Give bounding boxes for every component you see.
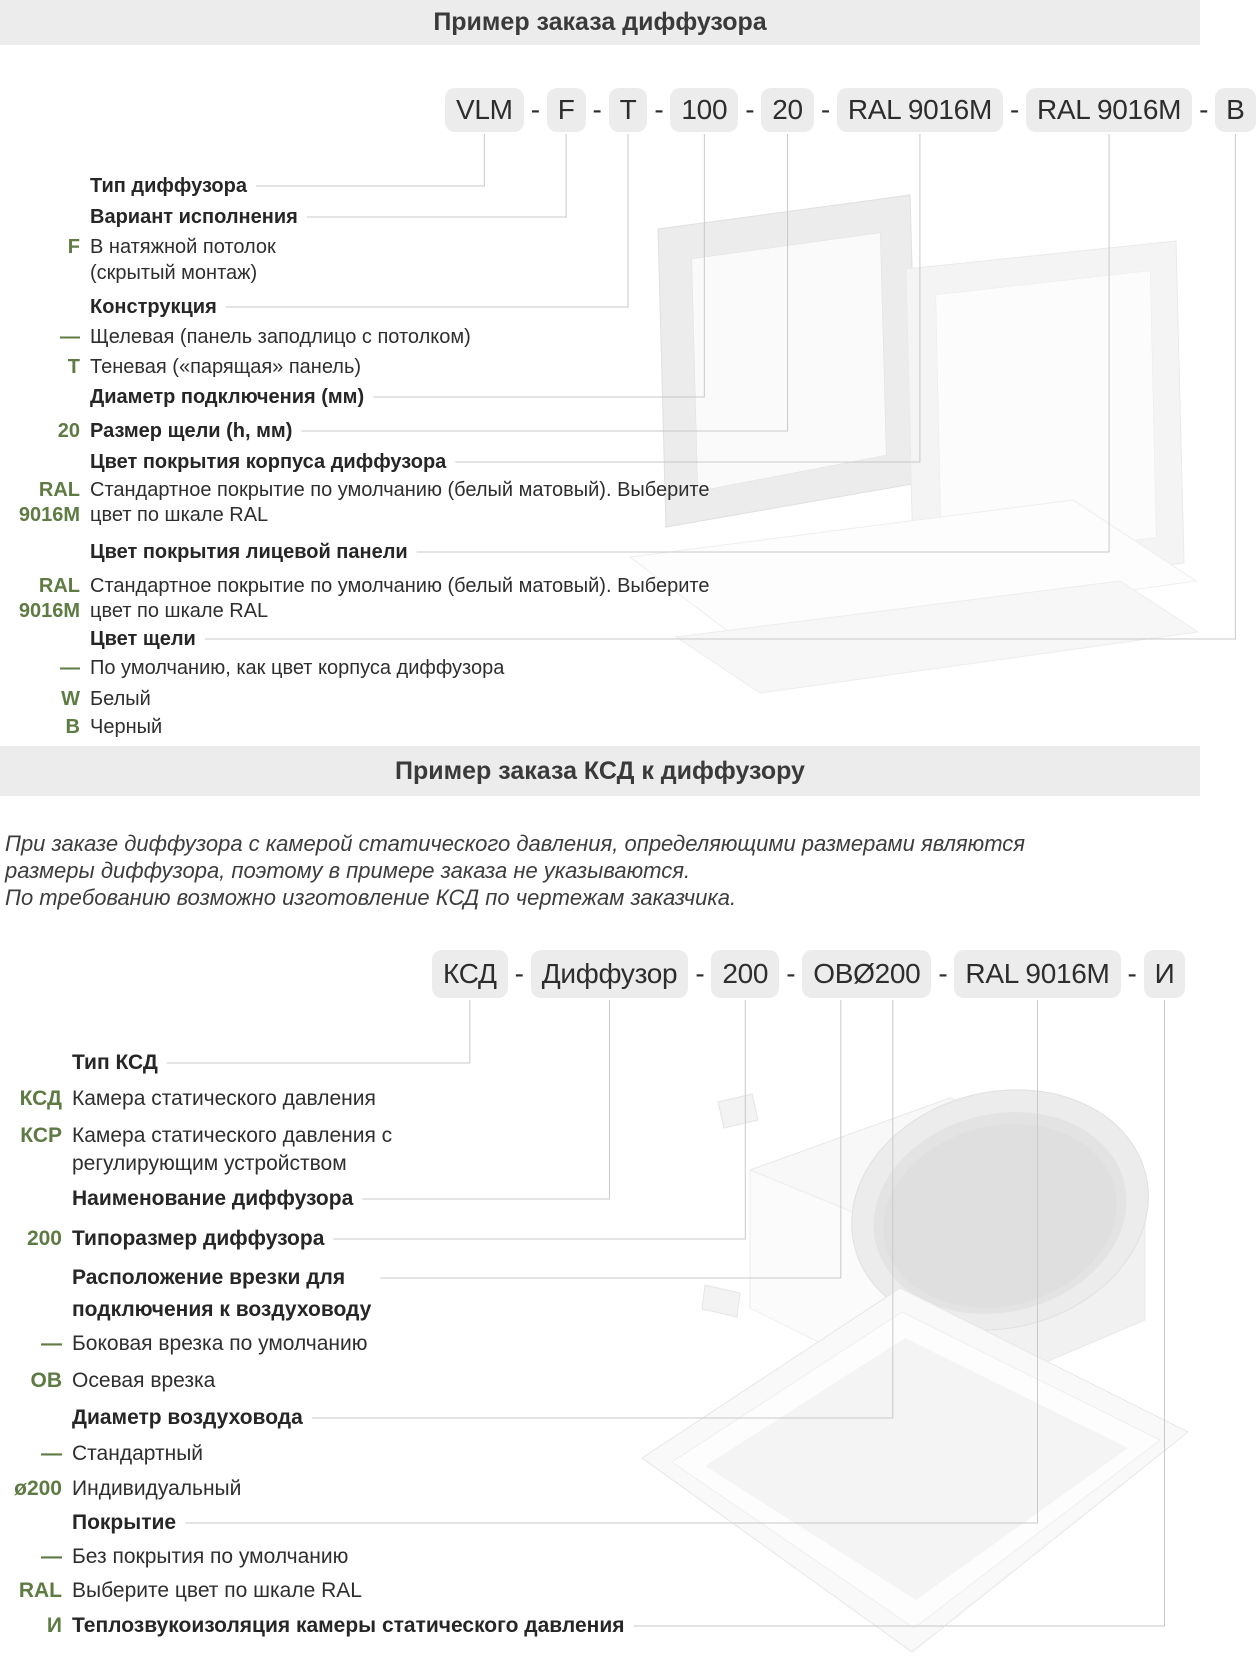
code-separator: - [938,958,948,989]
legend-row [0,354,361,380]
code-part-box: Диффузор [531,950,689,998]
code-part-box: И [1144,950,1186,998]
row-label-line: регулирующим устройством [72,1152,347,1175]
legend-row [0,626,196,652]
row-code: ОВ [30,1369,62,1392]
note-line: размеры диффузора, поэтому в примере заказа не указываются. [5,858,691,883]
section2-header: Пример заказа КСД к диффузору [0,746,1200,796]
legend-row [0,1441,203,1467]
code-separator: - [1009,94,1019,125]
legend-row [0,539,408,565]
legend-row [0,173,247,199]
row-label: Цвет щели [90,628,196,650]
row-label-line: цвет по шкале RAL [90,600,269,622]
ksd-render [600,1080,1200,1658]
row-label-line: Стандартное покрытие по умолчанию (белый матовый). Выберите [90,575,710,597]
row-label [90,574,710,624]
row-label: Наименование диффузора [72,1187,354,1210]
row-label-line: подключения к воздуховоду [72,1298,372,1321]
legend-row [0,1476,241,1502]
code-part-box: RAL 9016M [954,950,1120,998]
legend-row [0,1613,625,1639]
row-code: — [60,657,80,679]
row-label: По умолчанию, как цвет корпуса диффузора [90,657,505,679]
code-part-box: RAL 9016M [837,88,1003,132]
code-separator: - [530,94,540,125]
code-part-box: VLM [445,88,524,132]
row-label-line: В натяжной потолок [90,236,276,258]
row-code: 200 [26,1227,62,1250]
row-label [90,478,710,528]
order-code-row-2 [432,950,1185,998]
legend-row [0,1510,176,1536]
code-separator: - [695,958,705,989]
row-code [0,478,80,528]
legend-row [0,1368,215,1394]
code-part-box: 20 [761,88,814,132]
row-label-line: Камера статического давления с [72,1124,393,1147]
legend-row [0,478,710,528]
row-label: Диаметр подключения (мм) [90,386,365,408]
row-code: F [67,236,80,258]
row-label: Теневая («парящая» панель) [90,356,362,378]
mounting-tab [702,1285,740,1317]
legend-row [0,1086,376,1112]
code-separator: - [1127,958,1137,989]
row-code: — [41,1442,62,1465]
code-part-box: 100 [670,88,738,132]
row-code: — [41,1332,62,1355]
row-label: Стандартный [72,1442,204,1465]
row-code-line: 9016M [18,504,80,526]
row-code-line: RAL [38,575,80,597]
row-code: И [46,1614,62,1637]
legend-row [0,1226,324,1252]
section1-header: Пример заказа диффузора [0,0,1200,45]
frame-inner-panel [692,233,886,491]
row-label: Покрытие [72,1511,177,1534]
legend-row [0,574,710,624]
diffuser-render [618,185,1200,715]
row-label: Без покрытия по умолчанию [72,1545,349,1568]
code-part-box: 200 [711,950,779,998]
code-separator: - [1199,94,1209,125]
row-label: Тип КСД [72,1051,158,1074]
legend-row [0,1405,303,1431]
legend-row [0,1578,362,1604]
row-code: RAL [18,1579,62,1602]
legend-row [0,234,276,286]
row-label: Диаметр воздуховода [72,1406,303,1429]
row-label: Черный [90,716,163,738]
row-code: W [61,688,80,710]
row-label: Белый [90,688,151,710]
row-label-line: цвет по шкале RAL [90,504,269,526]
legend-row [0,714,162,740]
code-part-box: КСД [432,950,508,998]
row-label: Камера статического давления [72,1087,376,1110]
row-code: ø200 [14,1477,62,1500]
ksd-note [5,830,1025,911]
legend-row [0,418,292,444]
legend-row [0,204,298,230]
row-code-line: 9016M [18,600,80,622]
row-label: Конструкция [90,296,217,318]
row-label [90,234,276,286]
note-line: По требованию возможно изготовление КСД по чертежам заказчика. [5,885,737,910]
row-code: B [65,716,80,738]
legend-row [0,324,471,350]
row-label-line: Стандартное покрытие по умолчанию (белый матовый). Выберите [90,479,710,501]
row-label: Осевая врезка [72,1369,216,1392]
legend-row [0,655,504,681]
row-label: Выберите цвет по шкале RAL [72,1579,362,1602]
row-label: Цвет покрытия корпуса диффузора [90,451,447,473]
order-code-row-1 [445,88,1256,132]
note-line: При заказе диффузора с камерой статического давления, определяющими размерами являются [5,831,1026,856]
code-part-box: T [609,88,648,132]
row-code: T [67,356,80,378]
code-part-box: F [547,88,586,132]
row-label: Теплозвукоизоляция камеры статического давления [72,1614,625,1637]
legend-row [0,384,364,410]
legend-row [0,1186,353,1212]
code-part-box: ОВØ200 [802,950,931,998]
row-code: КСР [20,1124,62,1147]
legend-row [0,686,151,712]
legend-row [0,1050,158,1076]
row-code-line: RAL [38,479,80,501]
row-label: Размер щели (h, мм) [90,420,293,442]
code-separator: - [654,94,664,125]
row-label-line: Расположение врезки для [72,1266,346,1289]
code-separator: - [745,94,755,125]
code-separator: - [820,94,830,125]
row-label: Тип диффузора [90,175,247,197]
code-separator: - [514,958,524,989]
mounting-tab [718,1094,758,1128]
row-label: Типоразмер диффузора [72,1227,325,1250]
code-part-box: B [1215,88,1255,132]
row-label: Цвет покрытия лицевой панели [90,541,408,563]
row-label [72,1122,392,1178]
row-code: — [60,326,80,348]
row-code: 20 [57,420,80,442]
legend-row [0,449,446,475]
row-label: Вариант исполнения [90,206,298,228]
legend-row [0,1331,368,1357]
row-label: Щелевая (панель заподлицо с потолком) [90,326,471,348]
code-separator: - [786,958,796,989]
row-label [72,1262,371,1326]
row-code: — [41,1545,62,1568]
legend-row [0,1262,371,1326]
row-code [0,574,80,624]
code-separator: - [592,94,602,125]
row-label-line: (скрытый монтаж) [90,262,258,284]
legend-row [0,1544,348,1570]
row-label: Индивидуальный [72,1477,242,1500]
row-code: КСД [19,1087,62,1110]
row-label: Боковая врезка по умолчанию [72,1332,368,1355]
legend-row [0,294,217,320]
legend-row [0,1122,392,1178]
code-part-box: RAL 9016M [1026,88,1192,132]
